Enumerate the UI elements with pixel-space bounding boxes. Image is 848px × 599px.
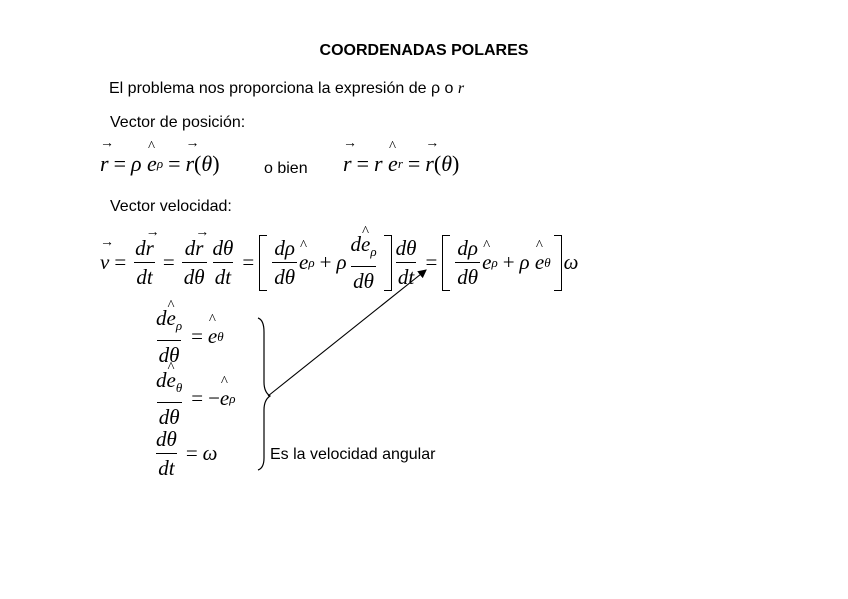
position-alt-text: o bien bbox=[264, 160, 308, 177]
position-equation: → r = ρ ^ e ρ = → r ( θ ) bbox=[100, 151, 220, 177]
connector-arrow bbox=[268, 270, 426, 396]
derivative-e-theta: $\frac{d\^{} e_\theta}{d\theta}$ = − ^ e ρ bbox=[152, 368, 235, 429]
position-equation-alt: → r = r ^ e r = → r ( θ ) bbox=[343, 151, 459, 177]
derivative-e-rho: $\frac{d\^{} e_\rho}{d\theta}$ = ^ e θ bbox=[152, 306, 224, 367]
right-brace bbox=[258, 318, 270, 470]
intro-or: o bbox=[444, 80, 454, 97]
intro-text: El problema nos proporciona la expresión de bbox=[109, 80, 427, 97]
position-vector-label: Vector de posición: bbox=[110, 114, 246, 131]
angular-velocity-label: Es la velocidad angular bbox=[270, 446, 436, 463]
intro-rho: ρ bbox=[430, 80, 441, 97]
page-title: COORDENADAS POLARES bbox=[319, 42, 529, 59]
angular-velocity-def: $\frac{d\theta}{dt}$ = ω bbox=[156, 427, 218, 480]
velocity-vector-label: Vector velocidad: bbox=[110, 198, 232, 215]
velocity-equation: → v = $\frac{d\to r}{dt}$ = $\frac{d\to r}{d\theta}$ $\frac{d\theta}{dt}$ = $\frac{d\rho}{d\theta}$ ^ e ρ + ρ $\frac{d\^{} e_\rho}{d\theta}$ $\frac{d\theta}{dt}$ = $\frac{d\rho}{d\theta}$ ^ e ρ + ρ ^ e θ ω bbox=[100, 232, 578, 293]
intro-r: r bbox=[457, 80, 465, 97]
